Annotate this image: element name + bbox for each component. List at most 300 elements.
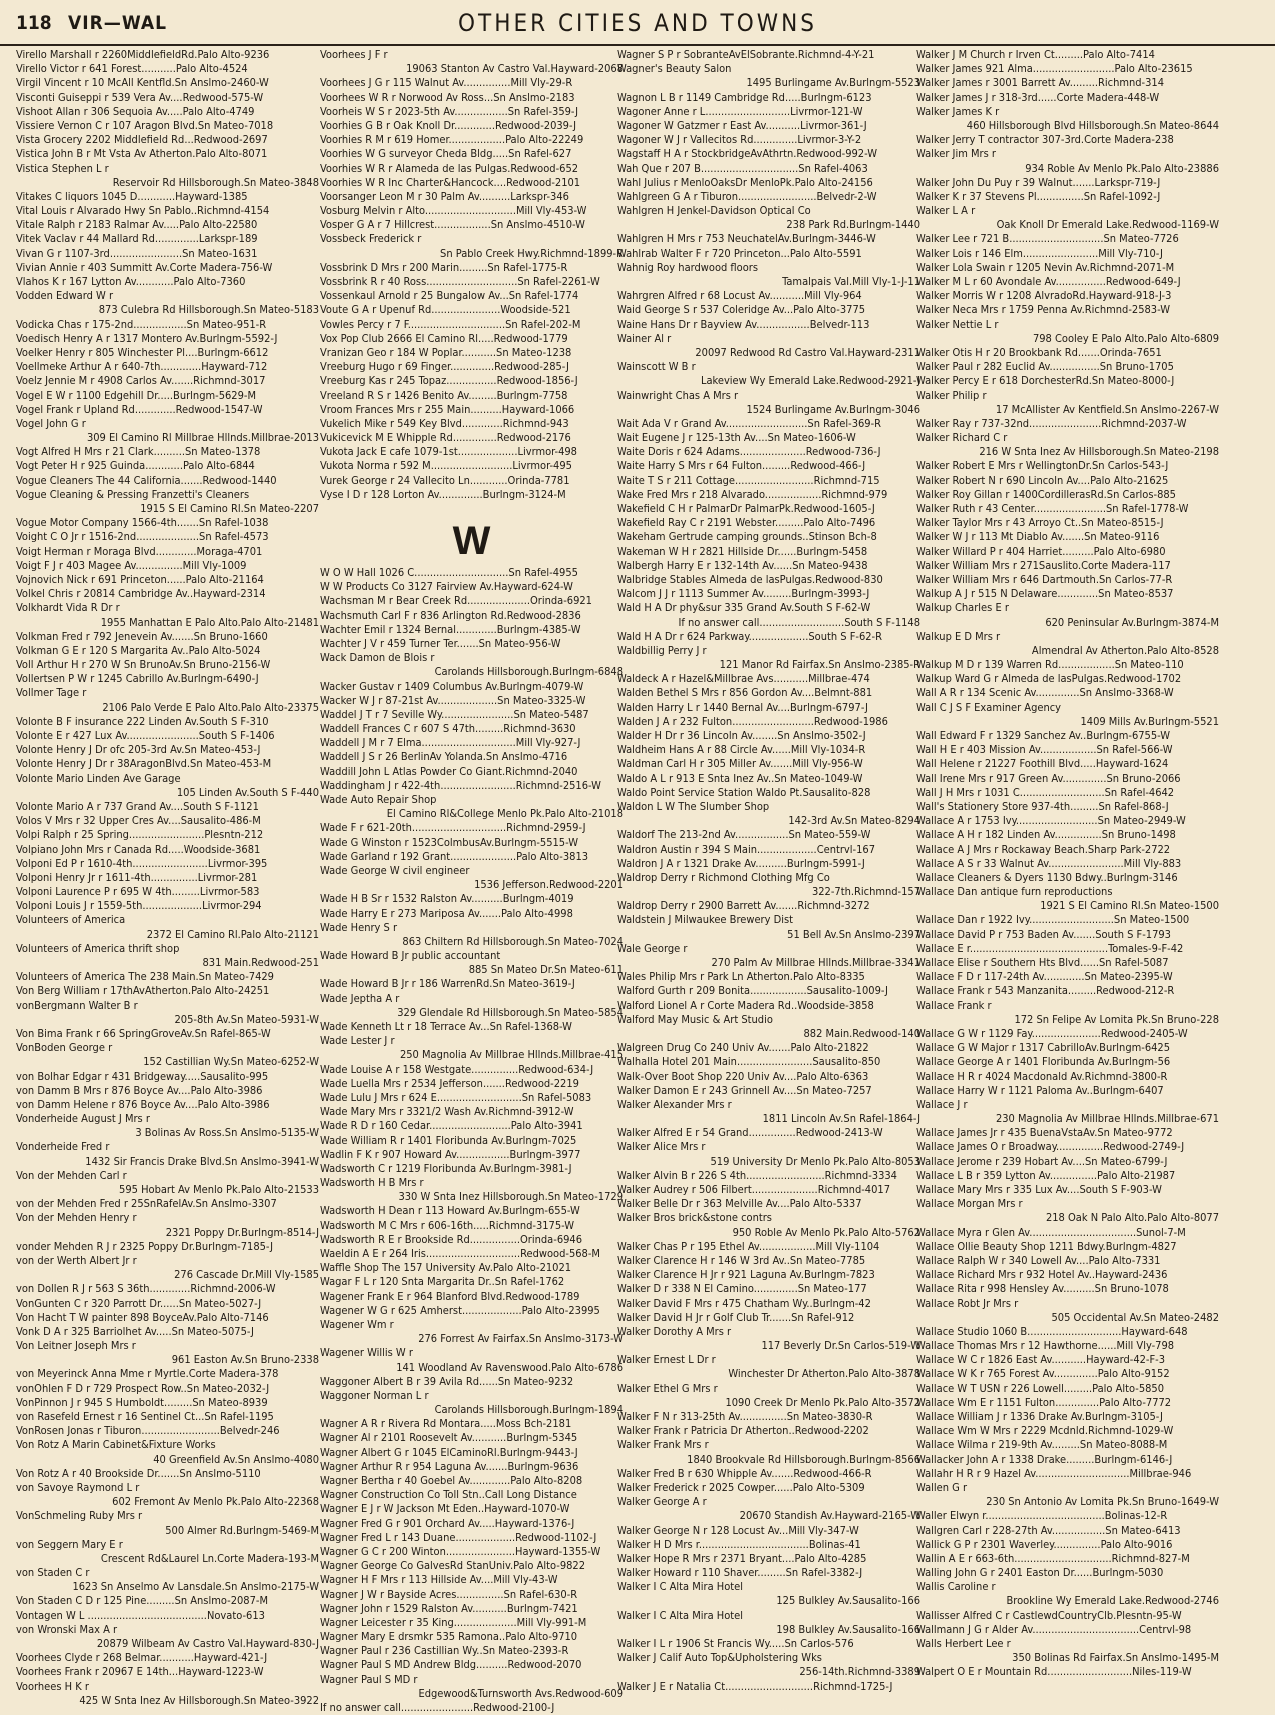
listing-entry: Waller Elwyn r......................................Bolinas-12-R [916,1509,1168,1523]
listing-entry: Waldron J A r 1321 Drake Av..........Burlngm-5991-J [617,856,865,870]
listing-entry: Volonte E r 427 Lux Av.......................South S F-1406 [16,729,275,742]
listing-entry: Walden Bethel S Mrs r 856 Gordon Av....Belmnt-881 [617,686,873,700]
listing-continuation: 934 Roble Av Menlo Pk.Palo Alto-23886 [1025,161,1219,175]
listing-entry: Walker Robert E Mrs r WellingtonDr.Sn Carlos-543-J [916,459,1169,473]
listing-entry: Volonte Henry J Dr r 38AragonBlvd.Sn Mateo-453-M [16,757,272,771]
listing-entry: Volponi Ed P r 1610-4th........................Livrmor-395 [16,856,268,870]
listing-entry: Walker Belle Dr r 363 Melville Av....Palo Alto-5337 [617,1197,862,1211]
listing-entry: Wallacker John A r 1338 Drake.........Burlngm-6146-J [916,1452,1173,1466]
listing-entry: Wallace Studio 1060 B..............................Hayward-648 [916,1324,1188,1338]
listing-entry: Walkup A J r 515 N Delaware.............Sn Mateo-8537 [916,587,1174,601]
listing-continuation: Reservoir Rd Hillsborough.Sn Mateo-3848 [112,175,319,189]
listing-continuation: Tamalpais Val.Mill Vly-1-J-11 [782,275,920,288]
listing-entry: Walpert O E r Mountain Rd...........................Niles-119-W [916,1665,1192,1679]
listing-entry: Walker Jerry T contractor 307-3rd.Corte Madera-238 [916,133,1174,147]
listing-entry: vonBergmann Walter B r [16,998,138,1012]
listing-entry: Wales Philip Mrs r Park Ln Atherton.Palo Alto-8335 [617,970,865,984]
listing-entry: Wade Auto Repair Shop [320,793,437,806]
listing-entry: Walker I C Alta Mira Hotel [617,1580,744,1594]
listing-entry: Wade Mary Mrs r 3321/2 Wash Av.Richmnd-3912-W [320,1105,574,1119]
listing-entry: Volpiano John Mrs r Canada Rd.....Woodside-3681 [16,842,261,856]
listing-entry: Wade Harry E r 273 Mariposa Av.......Palo Alto-4998 [320,906,573,920]
listing-entry: Wallace Frank r [916,998,992,1012]
listing-entry: Wadlin F K r 907 Howard Av.................Burlngm-3977 [320,1147,581,1161]
listing-entry: Waddingham J r 422-4th........................Richmnd-2516-W [320,778,601,792]
listing-entry: Volkel Chris r 20814 Cambridge Av..Hayward-2314 [16,587,266,601]
listing-entry: vonOhlen F D r 729 Prospect Row..Sn Mateo-2032-J [16,1381,270,1395]
listing-entry: Wade H B Sr r 1532 Ralston Av..........Burlngm-4019 [320,892,574,906]
listing-column-2 [320,48,623,1714]
listing-entry: Wahlgreen G A r Tiburon.........................Belvedr-2-W [617,189,877,203]
listing-entry: Wall H E r 403 Mission Av..................Sn Rafel-566-W [916,743,1173,757]
listing-entry: Von Leitner Joseph Mrs r [16,1339,136,1353]
listing-entry: Walker George N r 128 Locust Av...Mill Vly-347-W [617,1523,859,1537]
listing-entry: Walker William Mrs r 646 Dartmouth.Sn Carlos-77-R [916,572,1173,586]
listing-entry: Wale George r [617,941,688,955]
listing-entry: Waldron Austin r 394 S Main...................Centrvl-167 [617,842,875,856]
listing-entry: Wagener Willis W r [320,1346,413,1360]
listing-entry: Walker D r 338 N El Camino..............Sn Mateo-177 [617,1282,867,1296]
listing-entry: Vurek George r 24 Vallecito Ln............Orinda-7781 [320,473,570,487]
listing-entry: Vista Grocery 2202 Middlefield Rd...Redwood-2697 [16,133,268,147]
listing-entry: Walker Bros brick&stone contrs [617,1211,772,1225]
listing-entry: Wade R D r 160 Cedar..........................Palo Alto-3941 [320,1119,583,1133]
listing-entry: Walker Alice Mrs r [617,1140,706,1154]
listing-continuation: 2106 Palo Verde E Palo Alto.Palo Alto-23375 [102,700,319,714]
listing-entry: Walker I C Alta Mira Hotel [617,1608,744,1622]
listing-entry: Vossbeck Frederick r [320,232,422,246]
listing-entry: Walford Lionel A r Corte Madera Rd..Woodside-3858 [617,998,874,1012]
listing-entry: Wallisser Alfred C r CastlewdCountryClb.Plesntn-95-W [916,1608,1182,1622]
listing-continuation: 1623 Sn Anselmo Av Lansdale.Sn Anslmo-2175-W [72,1580,319,1594]
listing-entry: Wakefield C H r PalmarDr PalmarPk.Redwood-1605-J [617,502,875,515]
listing-entry: Volkman Fred r 792 Jenevein Av.......Sn Bruno-1660 [16,629,268,643]
listing-entry: Wagener Wm r [320,1317,394,1331]
listing-continuation: 460 Hillsborough Blvd Hillsborough.Sn Mateo-8644 [966,118,1219,132]
listing-entry: Walker J M Church r Irven Ct.........Palo Alto-7414 [916,48,1155,61]
listing-entry: Walkup M D r 139 Warren Rd..................Sn Mateo-110 [916,658,1184,672]
listing-entry: Von Hacht T W painter 898 BoyceAv.Palo Alto-7146 [16,1310,269,1324]
listing-entry: Walker Frank r Patricia Dr Atherton..Redwood-2202 [617,1424,869,1438]
listing-entry: Waggoner Norman L r [320,1388,429,1402]
listing-entry: Von der Mehden Henry r [16,1211,137,1225]
listing-continuation: 322-7th.Richmnd-157 [811,885,920,899]
listing-entry: Vroom Frances Mrs r 255 Main..........Hayward-1066 [320,402,575,416]
listing-entry: Wagner Construction Co Toll Stn..Call Long Distance [320,1488,577,1502]
listing-entry: Wallick G P r 2301 Waverley...............Palo Alto-9016 [916,1537,1173,1551]
listing-entry: Wallace A r 1753 Ivy..........................Sn Mateo-2949-W [916,814,1186,828]
listing-column-4 [916,48,1219,1679]
listing-entry: Wallace F D r 117-24th Av.............Sn Mateo-2395-W [916,970,1173,984]
listing-entry: Wallgren Carl r 228-27th Av.................Sn Mateo-6413 [916,1523,1181,1537]
listing-column-1 [16,48,319,1707]
listing-entry: Wallen G r [916,1480,968,1494]
listing-entry: Vyse I D r 128 Lorton Av..............Burlngm-3124-M [320,487,566,501]
listing-entry: Virello Marshall r 2260MiddlefieldRd.Palo Alto-9236 [16,48,270,61]
listing-entry: Wachter Emil r 1324 Bernal.............Burlngm-4385-W [320,622,581,636]
listing-continuation: Edgewood&Turnsworth Avs.Redwood-609 [418,1686,623,1700]
listing-continuation: 1524 Burlingame Av.Burlngm-3046 [746,402,920,416]
listing-continuation: 329 Glendale Rd Hillsborough.Sn Mateo-5854 [397,1005,623,1019]
listing-entry: Wachsman M r Bear Creek Rd....................Orinda-6921 [320,594,592,608]
listing-entry: Walker James J r 318-3rd......Corte Madera-448-W [916,90,1160,104]
listing-continuation: 1090 Creek Dr Menlo Pk.Palo Alto-3572 [725,1395,920,1409]
listing-entry: Waldrop Derry r 2900 Barrett Av.......Richmnd-3272 [617,899,870,913]
listing-entry: Vonderheide Fred r [16,1140,110,1154]
listing-entry: W W Products Co 3127 Fairview Av.Hayward-624-W [320,580,573,594]
listing-entry: Walker Ruth r 43 Center.......................Sn Rafel-1778-W [916,502,1189,515]
listing-entry: Wallace Robt Jr Mrs r [916,1296,1019,1310]
listing-entry: Volonte Henry J Dr ofc 205-3rd Av.Sn Mateo-453-J [16,743,261,757]
listing-continuation: 20097 Redwood Rd Castro Val.Hayward-2311 [695,345,920,359]
listing-entry: Voorhees J G r 115 Walnut Av...............Mill Vly-29-R [320,76,573,90]
listing-entry: Walker Clarence H r 146 W 3rd Av..Sn Mateo-7785 [617,1253,866,1267]
listing-entry: Waldon L W The Slumber Shop [617,799,770,813]
section-spacer [320,502,623,516]
listing-entry: Volponi Henry Jr r 1611-4th...............Livrmor-281 [16,870,258,884]
listing-entry: Walker John Du Puy r 39 Walnut.......Larkspr-719-J [916,175,1161,189]
listing-entry: Von Staden C D r 125 Pine.........Sn Anslmo-2087-M [16,1594,268,1608]
listing-entry: Wagner Fred L r 143 Duane...................Redwood-1102-J [320,1530,597,1544]
listing-entry: Wallace James O r Broadway...............Redwood-2749-J [916,1140,1185,1154]
listing-entry: Volonte B F insurance 222 Linden Av.South S F-310 [16,714,269,728]
listing-entry: Walker K r 37 Stevens Pl...............Sn Rafel-1092-J [916,189,1161,203]
listing-entry: Walgreen Drug Co 240 Univ Av.......Palo Alto-21822 [617,1041,869,1055]
listing-entry: Volponi Louis J r 1559-5th...................Livrmor-294 [16,899,262,913]
listing-entry: Walker M L r 60 Avondale Av................Redwood-649-J [916,275,1181,288]
listing-entry: Wade Howard B Jr r 186 WarrenRd.Sn Mateo-3619-J [320,977,575,991]
listing-entry: Von Rotz A Marin Cabinet&Fixture Works [16,1438,216,1452]
listing-entry: Walbridge Stables Almeda de lasPulgas.Redwood-830 [617,572,883,586]
listing-entry: Virello Victor r 641 Forest...........Palo Alto-4524 [16,62,248,76]
listing-entry: Wallace Dan r 1922 Ivy...........................Sn Mateo-1500 [916,913,1190,927]
listing-entry: Vossbrink D Mrs r 200 Marin.........Sn Rafel-1775-R [320,260,568,274]
listing-entry: Voorhies W R r Alameda de las Pulgas.Redwood-652 [320,161,579,175]
listing-entry: Wagoner W Gatzmer r East Av...........Livrmor-361-J [617,118,867,132]
listing-entry: Waddell J M r 7 Elma..............................Mill Vly-927-J [320,736,581,750]
listing-continuation: 216 W Snta Inez Av Hillsborough.Sn Mateo-2198 [979,445,1219,459]
listing-entry: Voorhies G B r Oak Knoll Dr.............Redwood-2039-J [320,118,577,132]
listing-entry: Wallace W K r 765 Forest Av..............Palo Alto-9152 [916,1367,1170,1381]
listing-continuation: 831 Main.Redwood-251 [202,956,319,969]
listing-entry: Waine Hans Dr r Bayview Av.................Belvedr-113 [617,317,870,331]
listing-entry: Walker David H Jr r Golf Club Tr.......Sn Rafel-912 [617,1310,855,1324]
listing-entry: Walker Clarence H Jr r 921 Laguna Av.Burlngm-7823 [617,1268,875,1282]
listing-entry: Wallace Mary Mrs r 335 Lux Av....South S F-903-W [916,1183,1162,1196]
listing-entry: Wachsmuth Carl F r 836 Arlington Rd.Redwood-2836 [320,608,581,622]
listing-entry: Von Bima Frank r 66 SpringGroveAv.Sn Rafel-865-W [16,1026,271,1040]
listing-entry: Walker George A r [617,1495,707,1509]
listing-continuation: 595 Hobart Av Menlo Pk.Palo Alto-21533 [119,1183,319,1196]
listing-entry: Voight C O Jr r 1516-2nd....................Sn Rafel-4573 [16,530,269,544]
listing-entry: Wagner Paul S MD Andrew Bldg..........Redwood-2070 [320,1658,582,1672]
listing-entry: Wade Howard B Jr public accountant [320,949,501,963]
listing-entry: Waldorf The 213-2nd Av.................Sn Mateo-559-W [617,828,871,842]
listing-entry: Wallahr H R r 9 Hazel Av..............................Millbrae-946 [916,1466,1192,1480]
listing-entry: Wadsworth H Dean r 113 Howard Av.Burlngm-655-W [320,1204,580,1218]
listing-entry: VonSchmeling Ruby Mrs r [16,1509,143,1523]
listing-entry: Wacker W J r 87-21st Av...................Sn Mateo-3325-W [320,693,586,707]
listing-entry: Wagner Arthur R r 954 Laguna Av.......Burlngm-9636 [320,1459,579,1473]
listing-entry: Visconti Guiseppi r 539 Vera Av....Redwood-575-W [16,90,264,104]
listing-entry: Vollmer Tage r [16,686,87,700]
listing-entry: Wagner Al r 2101 Roosevelt Av...........Burlngm-5345 [320,1431,578,1445]
listing-continuation: 1536 Jefferson.Redwood-2201 [474,878,623,892]
listing-entry: Vitale Ralph r 2183 Ralmar Av.....Palo Alto-22580 [16,218,258,232]
listing-entry: Vojnovich Nick r 691 Princeton......Palo Alto-21164 [16,572,264,586]
listing-entry: Wade Lulu J Mrs r 624 E...........................Sn Rafel-5083 [320,1090,592,1104]
listing-entry: Wagner Mary E drsmkr 535 Ramona..Palo Alto-9710 [320,1630,578,1644]
listing-entry: Volonte Mario A r 737 Grand Av....South S F-1121 [16,799,259,813]
listing-entry: Walker Lee r 721 B..............................Sn Mateo-7726 [916,232,1179,246]
listing-entry: Walker Willard P r 404 Harriet..........Palo Alto-6980 [916,544,1166,558]
listing-entry: Wahlgren H Mrs r 753 NeuchatelAv.Burlngm-3446-W [617,232,876,246]
listing-entry: Walker Otis H r 20 Brookbank Rd.......Orinda-7651 [916,345,1162,359]
listing-entry: Walker Lois r 146 Elm........................Mill Vly-710-J [916,246,1163,260]
listing-entry: Walls Herbert Lee r [916,1637,1011,1650]
listing-entry: Wallin A E r 663-6th...............................Richmnd-827-M [916,1551,1190,1565]
listing-entry: von Damm Helene r 876 Boyce Av....Palo Alto-3986 [16,1097,270,1111]
listing-entry: Walker Audrey r 506 Filbert.....................Richmnd-4017 [617,1183,890,1196]
listing-entry: Vogel E W r 1100 Edgehill Dr.....Burlngm-5629-M [16,388,256,402]
listing-entry: Vukelich Mike r 549 Key Blvd.............Richmnd-943 [320,416,569,430]
listing-continuation: 2372 El Camino Rl.Palo Alto-21121 [146,927,319,941]
listing-entry: Wald H A Dr r 624 Parkway...................South S F-62-R [617,629,882,643]
listing-entry: Wacker Gustav r 1409 Columbus Av.Burlngm-4079-W [320,679,584,693]
listing-entry: von Bolhar Edgar r 431 Bridgeway.....Sausalito-995 [16,1069,269,1083]
listing-entry: Walford May Music & Art Studio [617,1012,773,1026]
listing-entry: Walker Roy Gillan r 1400CordillerasRd.Sn Carlos-885 [916,487,1176,501]
listing-entry: Wainer Al r [617,331,672,345]
listing-entry: Wagner Fred G r 901 Orchard Av.....Hayward-1376-J [320,1516,575,1530]
listing-continuation: Almendral Av Atherton.Palo Alto-8528 [1031,643,1219,657]
listing-entry: Walker Richard C r [916,431,1008,445]
listing-entry: Wagoner W J r Vallecitos Rd..............Livrmor-3-Y-2 [617,133,862,147]
listing-continuation: 230 Magnolia Av Millbrae Hllnds.Millbrae-671 [995,1112,1219,1126]
listing-entry: Wait Eugene J r 125-13th Av....Sn Mateo-1606-W [617,431,856,445]
listing-entry: Walker H D Mrs r...................................Bolinas-41 [617,1537,861,1551]
listing-entry: Walkup E D Mrs r [916,629,1001,643]
listing-continuation: 125 Bulkley Av.Sausalito-166 [776,1594,920,1608]
listing-entry: Walker Damon E r 243 Grinnell Av....Sn Mateo-7257 [617,1083,872,1097]
listing-continuation: 276 Forrest Av Fairfax.Sn Anslmo-3173-W [418,1332,623,1346]
listing-entry: Voedisch Henry A r 1317 Montero Av.Burlngm-5592-J [16,331,278,345]
listing-entry: Walker Taylor Mrs r 43 Arroyo Ct..Sn Mateo-8515-J [916,516,1164,530]
listing-entry: Walker Nettie L r [916,317,999,331]
listing-entry: Walker James K r [916,104,1000,118]
listing-entry: Wakefield Ray C r 2191 Webster.........Palo Alto-7496 [617,516,876,530]
listing-continuation: 330 W Snta Inez Hillsborough.Sn Mateo-1729 [398,1190,623,1204]
listing-entry: If no answer call.......................Redwood-2100-J [320,1701,555,1714]
listing-entry: Wahlgren H Jenkel-Davidson Optical Co [617,204,811,218]
listing-entry: Wakeman W H r 2821 Hillside Dr......Burlngm-5458 [617,544,868,558]
listing-entry: Wade Jeptha A r [320,991,400,1005]
page-number: 118 [16,12,52,34]
listing-entry: Wallace A S r 33 Walnut Av........................Mill Vly-883 [916,856,1182,870]
listing-entry: Vistica Stephen L r [16,161,109,175]
listing-continuation: 19063 Stanton Av Castro Val.Hayward-2068 [406,62,623,76]
listing-continuation: 152 Castillian Wy.Sn Mateo-6252-W [143,1055,319,1069]
listing-entry: Walker Alfred E r 54 Grand...............Redwood-2413-W [617,1126,883,1140]
listing-continuation: 218 Oak N Palo Alto.Palo Alto-8077 [1045,1211,1219,1225]
listing-entry: Voorhees Clyde r 268 Belmar...........Hayward-421-J [16,1651,268,1665]
listing-entry: Wallace David P r 753 Baden Av.......South S F-1793 [916,927,1171,941]
listing-continuation: El Camino Rl&College Menlo Pk.Palo Alto-21018 [386,807,623,821]
listing-entry: Walker Frank Mrs r [617,1438,709,1452]
listing-entry: Walker J Calif Auto Top&Upholstering Wks [617,1651,822,1665]
listing-entry: Wallace W T USN r 226 Lowell.........Palo Alto-5850 [916,1381,1165,1395]
listing-entry: von Meyerinck Anna Mme r Myrtle.Corte Madera-378 [16,1367,279,1381]
listing-entry: Voorhies W G surveyor Cheda Bldg.....Sn Rafel-627 [320,147,572,161]
listing-entry: Vivian Annie r 403 Summitt Av.Corte Madera-756-W [16,260,273,274]
listing-entry: Wahrgren Alfred r 68 Locust Av...........Mill Vly-964 [617,289,862,303]
listing-continuation: Crescent Rd&Laurel Ln.Corte Madera-193-M [100,1551,319,1565]
listing-entry: Walford Gurth r 209 Bonita..................Sausalito-1009-J [617,984,888,998]
listing-entry: Voorhees Frank r 20967 E 14th...Hayward-1223-W [16,1665,264,1679]
listing-entry: Wallace J r [916,1097,968,1111]
listing-entry: Wagstaff H A r StockbridgeAvAthrtn.Redwood-992-W [617,147,878,161]
listing-entry: Vox Pop Club 2666 El Camino Rl.....Redwood-1779 [320,331,568,345]
listing-continuation: 256-14th.Richmnd-3389 [799,1665,920,1679]
listing-entry: von Damm B Mrs r 876 Boyce Av....Palo Alto-3986 [16,1083,263,1097]
listing-entry: Vlahos K r 167 Lytton Av............Palo Alto-7360 [16,275,246,288]
listing-entry: Walker Jim Mrs r [916,147,996,161]
listing-entry: Wahlrab Walter F r 720 Princeton...Palo Alto-5591 [617,246,862,260]
listing-continuation: 1432 Sir Francis Drake Blvd.Sn Anslmo-3941-W [85,1154,319,1168]
listing-continuation: 873 Culebra Rd Hillsborough.Sn Mateo-5183 [98,303,319,317]
listing-entry: Waldman Carl H r 305 Miller Av.......Mill Vly-956-W [617,757,863,771]
listing-entry: Wade Henry S r [320,920,398,934]
listing-continuation: 350 Bolinas Rd Fairfax.Sn Anslmo-1495-M [1012,1651,1219,1665]
listing-entry: Walker Robert N r 690 Lincoln Av....Palo Alto-21625 [916,473,1169,487]
listing-entry: Walker Howard r 110 Shaver.........Sn Rafel-3382-J [617,1566,863,1580]
listing-continuation: Winchester Dr Atherton.Palo Alto-3878 [728,1367,920,1381]
listing-entry: von Wronski Max A r [16,1622,118,1636]
listing-entry: Wait Ada V r Grand Av..........................Sn Rafel-369-R [617,416,882,430]
listing-entry: Vitek Vaclav r 44 Mallard Rd..............Larkspr-189 [16,232,258,246]
listing-entry: Wachter J V r 459 Turner Ter.......Sn Mateo-956-W [320,636,561,650]
listing-entry: Voorhies W R Inc Charter&Hancock....Redwood-2101 [320,175,581,189]
listing-entry: Wall A R r 134 Scenic Av..............Sn Anslmo-3368-W [916,686,1174,700]
listing-entry: Walker David F Mrs r 475 Chatham Wy..Burlngm-42 [617,1296,871,1310]
listing-continuation: 1921 S El Camino Rl.Sn Mateo-1500 [1040,899,1219,913]
listing-entry: Wallace Cleaners & Dyers 1130 Bdwy..Burlngm-3146 [916,870,1178,884]
listing-entry: Voellmeke Arthur A r 640-7th.............Hayward-712 [16,360,268,374]
listing-entry: Wahnig Roy hardwood floors [617,260,758,274]
listing-entry: Wagner Paul r 236 Castillian Wy..Sn Mateo-2393-R [320,1644,569,1658]
listing-entry: Walker James r 3001 Barrett Av.........Richmnd-314 [916,76,1165,90]
listing-entry: Wallace G W r 1129 Fay......................Redwood-2405-W [916,1026,1188,1040]
listing-entry: Wagner John r 1529 Ralston Av...........Burlngm-7421 [320,1601,578,1615]
listing-entry: Voelker Henry r 805 Winchester Pl....Burlngm-6612 [16,345,269,359]
listing-entry: Walker Fred B r 630 Whipple Av.......Redwood-466-R [617,1466,872,1480]
listing-continuation: 3 Bolinas Av Ross.Sn Anslmo-5135-W [135,1126,319,1140]
listing-entry: Waggoner Albert B r 39 Avila Rd......Sn Mateo-9232 [320,1374,574,1388]
listing-entry: Wall Edward F r 1329 Sanchez Av..Burlngm-6755-W [916,729,1171,742]
listing-entry: Voorheis W S r 2023-5th Av.................Sn Rafel-359-J [320,104,579,118]
listing-entry: Wald H A Dr phy&sur 335 Grand Av.South S F-62-W [617,601,871,615]
listing-continuation: 885 Sn Mateo Dr.Sn Mateo-611 [468,963,623,977]
listing-entry: Walker Ray r 737-32nd.......................Richmnd-2037-W [916,416,1187,430]
listing-entry: Wallace W C r 1826 East Av...........Hayward-42-F-3 [916,1353,1166,1367]
listing-entry: Wallace Myra r Glen Av..................................Sunol-7-M [916,1225,1186,1239]
listing-entry: Volpi Ralph r 25 Spring........................Plesntn-212 [16,828,264,842]
listing-entry: Vowles Percy r 7 F...............................Sn Rafel-202-M [320,317,581,331]
listing-entry: Walhalla Hotel 201 Main........................Sausalito-850 [617,1055,881,1069]
listing-entry: Vosburg Melvin r Alto.............................Mill Vly-453-W [320,204,587,218]
listing-continuation: 1409 Mills Av.Burlngm-5521 [1080,714,1219,728]
listing-entry: Walker Neca Mrs r 1759 Penna Av.Richmnd-2583-W [916,303,1170,317]
listing-continuation: 882 Main.Redwood-140 [803,1026,920,1040]
listing-entry: Vogue Cleaners The 44 California.......Redwood-1440 [16,473,277,487]
listing-entry: Walker W J r 113 Mt Diablo Av.......Sn Mateo-9116 [916,530,1160,544]
listing-entry: Wall's Stationery Store 937-4th.........Sn Rafel-868-J [916,799,1169,813]
listing-continuation: 105 Linden Av.South S F-440 [176,785,319,799]
listing-entry: Walker William Mrs r 271Sauslito.Corte Madera-117 [916,558,1171,572]
listing-entry: Vollertsen P W r 1245 Cabrillo Av.Burlngm-6490-J [16,672,259,686]
listing-entry: Walker Ernest L Dr r [617,1353,716,1367]
listing-entry: Walker Ethel G Mrs r [617,1381,718,1395]
listing-entry: Waddell Frances C r 607 S 47th.........Richmnd-3630 [320,722,576,736]
listing-continuation: 250 Magnolia Av Millbrae Hllnds.Millbrae-415 [399,1048,623,1062]
listing-continuation: 961 Easton Av.Sn Bruno-2338 [171,1353,319,1367]
listing-entry: von Seggern Mary E r [16,1537,123,1551]
listing-entry: Volkhardt Vida R Dr r [16,601,120,615]
listing-entry: Voorsanger Leon M r 30 Palm Av..........Larkspr-346 [320,189,569,203]
listing-continuation: 1495 Burlingame Av.Burlngm-5523 [746,76,920,90]
listing-entry: Walker L A r [916,204,976,218]
listing-entry: Waldrop Derry r Richmond Clothing Mfg Co [617,870,830,884]
listing-entry: Wade G Winston r 1523ColmbusAv.Burlngm-5515-W [320,835,579,849]
listing-entry: Wallace Harry W r 1121 Paloma Av..Burlngm-6407 [916,1083,1164,1097]
listing-continuation: 205-8th Av.Sn Mateo-5931-W [174,1012,319,1026]
listing-entry: vonder Mehden R J r 2325 Poppy Dr.Burlngm-7185-J [16,1239,274,1253]
listing-entry: von Savoye Raymond L r [16,1480,140,1494]
listing-entry: Vukicevick M E Whipple Rd..............Redwood-2176 [320,431,571,445]
listing-entry: Voorhees H K r [16,1679,89,1693]
listing-entry: Vivan G r 1107-3rd.......................Sn Mateo-1631 [16,246,258,260]
listing-entry: Wallmann J G r Alder Av..................................Centrvl-98 [916,1622,1192,1636]
listing-entry: Vogue Motor Company 1566-4th.......Sn Rafel-1038 [16,516,269,530]
listing-continuation: 17 McAllister Av Kentfield.Sn Anslmo-2267-W [995,402,1219,416]
listing-entry: Walker Percy E r 618 DorchesterRd.Sn Mateo-8000-J [916,374,1175,388]
listing-continuation: 117 Beverly Dr.Sn Carlos-519-W [761,1339,920,1353]
listing-entry: Wallace George A r 1401 Floribunda Av.Burlngm-56 [916,1055,1171,1069]
listing-entry: Waddill John L Atlas Powder Co Giant.Richmnd-2040 [320,764,578,778]
listing-entry: Wagner J W r Bayside Acres...............Sn Rafel-630-R [320,1587,578,1601]
listing-entry: Von Rotz A r 40 Brookside Dr.......Sn Anslmo-5110 [16,1466,261,1480]
listing-entry: Wake Fred Mrs r 218 Alvarado..................Richmnd-979 [617,487,888,501]
listing-entry: Vissiere Vernon C r 107 Aragon Blvd.Sn Mateo-7018 [16,118,274,132]
listing-entry: Wadsworth C r 1219 Floribunda Av.Burlngm-3981-J [320,1161,572,1175]
listing-entry: Waite Doris r 624 Adams.....................Redwood-736-J [617,445,881,459]
listing-continuation: 425 W Snta Inez Av Hillsborough.Sn Mateo-3922 [79,1693,319,1707]
listing-entry: Voigt F J r 403 Magee Av...............Mill Vly-1009 [16,558,247,572]
listing-continuation: 309 El Camino Rl Millbrae Hllnds.Millbrae-2013 [86,431,319,445]
listing-entry: Voute G A r Upenuf Rd......................Woodside-521 [320,303,571,317]
listing-entry: Wallace James Jr r 435 BuenaVstaAv.Sn Mateo-9772 [916,1126,1173,1140]
listing-entry: Wade George W civil engineer [320,863,470,877]
listing-entry: Walker Lola Swain r 1205 Nevin Av.Richmnd-2071-M [916,260,1175,274]
listing-entry: Walker Paul r 282 Euclid Av................Sn Bruno-1705 [916,360,1174,374]
listing-entry: Vontagen W L ......................................Novato-613 [16,1608,265,1622]
listing-continuation: 230 Sn Antonio Av Lomita Pk.Sn Bruno-1649-W [986,1495,1219,1509]
listing-entry: Voll Arthur H r 270 W Sn BrunoAv.Sn Bruno-2156-W [16,658,271,672]
listing-entry: Wadsworth R E r Brookside Rd................Orinda-6946 [320,1232,582,1246]
listing-continuation: Carolands Hillsborough.Burlngm-6848 [434,665,623,679]
page-header [0,0,1275,46]
listing-continuation: 1811 Lincoln Av.Sn Rafel-1864-J [762,1112,920,1126]
